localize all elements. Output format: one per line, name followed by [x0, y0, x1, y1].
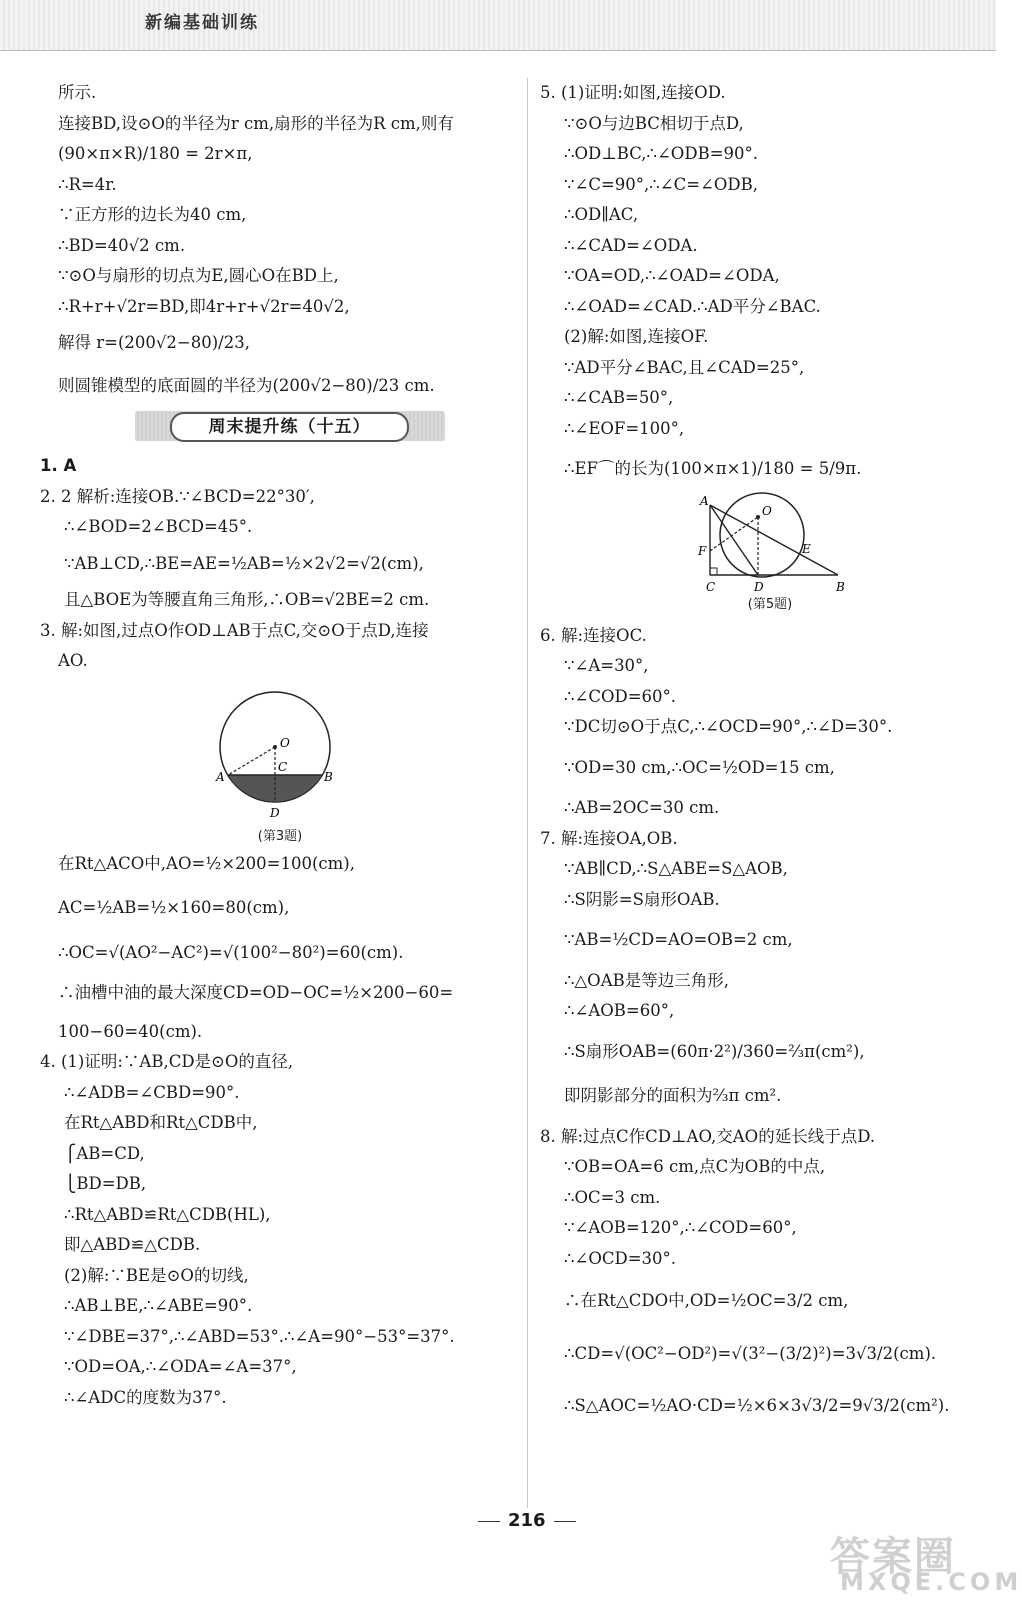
fig3-label: A: [216, 769, 225, 784]
text-line: ∴∠AOB=60°,: [564, 1001, 675, 1020]
text-line: ∴∠ADC的度数为37°.: [64, 1387, 227, 1407]
text-line: (90×π×R)/180 = 2r×π,: [58, 144, 253, 163]
text-line: ∴∠OAD=∠CAD.∴AD平分∠BAC.: [564, 296, 821, 316]
page-number-text: 216: [508, 1510, 546, 1531]
text-line: ∴S阴影=S扇形OAB.: [564, 889, 720, 909]
fig3-label: C: [278, 759, 288, 774]
fig3-label: D: [270, 805, 280, 820]
text-line: AC=½AB=½×160=80(cm),: [58, 898, 290, 917]
text-line: 4. (1)证明:∵AB,CD是⊙O的直径,: [40, 1052, 294, 1071]
text-line: ∴在Rt△CDO中,OD=½OC=3/2 cm,: [564, 1291, 849, 1310]
text-line: ∵OB=OA=6 cm,点C为OB的中点,: [564, 1157, 826, 1176]
text-line: ∵AB⊥CD,∴BE=AE=½AB=½×2√2=√2(cm),: [64, 553, 424, 573]
text-line: ⎧AB=CD,: [64, 1143, 145, 1163]
column-divider: [527, 78, 528, 1508]
text-line: ∵∠C=90°,∴∠C=∠ODB,: [564, 174, 758, 194]
figure-3: [210, 677, 350, 844]
header-strip: [0, 0, 996, 50]
text-line: ∵∠DBE=37°,∴∠ABD=53°.∴∠A=90°−53°=37°.: [64, 1326, 455, 1346]
fig5-label: B: [836, 579, 845, 594]
text-line: ∴S扇形OAB=(60π·2²)/360=⅔π(cm²),: [564, 1041, 865, 1061]
fig5-label: D: [754, 579, 764, 594]
text-line: ∴EF⌒的长为(100×π×1)/180 = 5/9π.: [564, 459, 862, 478]
header-rule: [0, 50, 996, 51]
text-line: 3. 解:如图,过点O作OD⊥AB于点C,交⊙O于点D,连接: [40, 620, 429, 640]
text-line: ∵⊙O与扇形的切点为E,圆心O在BD上,: [58, 266, 339, 285]
text-line: ∵正方形的边长为40 cm,: [58, 205, 247, 224]
text-line: ∴∠COD=60°.: [564, 686, 677, 706]
fig5-label: C: [706, 579, 716, 594]
text-line: ∵OA=OD,∴∠OAD=∠ODA,: [564, 266, 780, 285]
watermark-logo: 答案圈: [830, 1534, 956, 1580]
text-line: ∵∠A=30°,: [564, 656, 649, 675]
text-line: ∴∠BOD=2∠BCD=45°.: [64, 517, 253, 536]
text-line: ∴AB=2OC=30 cm.: [564, 798, 720, 817]
text-line: ∴AB⊥BE,∴∠ABE=90°.: [64, 1296, 253, 1315]
figure-5: [690, 495, 850, 615]
text-line: ∴CD=√(OC²−OD²)=√(3²−(3/2)²)=3√3/2(cm).: [564, 1343, 937, 1363]
text-line: ∵AB∥CD,∴S△ABE=S△AOB,: [564, 859, 788, 878]
fig5-label: A: [700, 493, 709, 508]
figure-3-diagram: [210, 677, 350, 827]
text-line: ∵AD平分∠BAC,且∠CAD=25°,: [564, 357, 805, 377]
text-line: ∵DC切⊙O于点C,∴∠OCD=90°,∴∠D=30°.: [564, 717, 893, 736]
page-number-dash: [478, 1521, 500, 1522]
text-line: ∵OD=OA,∴∠ODA=∠A=37°,: [64, 1357, 297, 1376]
text-line: 即△ABD≌△CDB.: [64, 1235, 201, 1254]
text-line: 在Rt△ACO中,AO=½×200=100(cm),: [58, 853, 355, 873]
page-number: [470, 1510, 584, 1531]
text-line: ∵⊙O与边BC相切于点D,: [564, 113, 744, 133]
text-line: ∴OC=√(AO²−AC²)=√(100²−80²)=60(cm).: [58, 942, 404, 962]
left-column: [40, 78, 510, 1413]
text-line: 解得 r=(200√2−80)/23,: [58, 333, 250, 352]
text-line: 2. 2 解析:连接OB.∵∠BCD=22°30′,: [40, 486, 315, 506]
fig3-label: B: [324, 769, 333, 784]
text-line: 6. 解:连接OC.: [540, 625, 647, 645]
text-line: 即阴影部分的面积为⅔π cm².: [564, 1086, 782, 1105]
figure-3-caption: (第3题): [257, 828, 303, 844]
text-line: 5. (1)证明:如图,连接OD.: [540, 83, 726, 102]
text-line: ∴OC=3 cm.: [564, 1187, 661, 1207]
text-line: ∴BD=40√2 cm.: [58, 235, 186, 255]
section-title: 周末提升练（十五）: [170, 412, 409, 442]
text-line: ∴△OAB是等边三角形,: [564, 970, 729, 990]
text-line: 连接BD,设⊙O的半径为r cm,扇形的半径为R cm,则有: [58, 113, 454, 133]
fig3-label: O: [280, 735, 290, 750]
text-line: ∴OD∥AC,: [564, 205, 639, 224]
text-line: 100−60=40(cm).: [58, 1021, 203, 1041]
right-column: [540, 78, 980, 1422]
text-line: ∵AB=½CD=AO=OB=2 cm,: [564, 930, 793, 949]
section-banner: [135, 411, 445, 441]
text-line: ∵OD=30 cm,∴OC=½OD=15 cm,: [564, 757, 835, 777]
text-line: 则圆锥模型的底面圆的半径为(200√2−80)/23 cm.: [58, 375, 435, 395]
fig5-label: F: [698, 543, 707, 558]
text-line: ∴∠CAB=50°,: [564, 388, 674, 407]
text-line: ∴油槽中油的最大深度CD=OD−OC=½×200−60=: [58, 983, 454, 1002]
text-line: ∴R+r+√2r=BD,即4r+r+√2r=40√2,: [58, 296, 350, 316]
text-line: ∴OD⊥BC,∴∠ODB=90°.: [564, 144, 759, 163]
text-line: (2)解:如图,连接OF.: [564, 327, 709, 346]
text-line: ⎩BD=DB,: [64, 1174, 147, 1193]
text-line: ∴∠OCD=30°.: [564, 1248, 677, 1268]
text-line: ∴R=4r.: [58, 174, 117, 194]
text-line: ∴S△AOC=½AO·CD=½×6×3√3/2=9√3/2(cm²).: [564, 1396, 950, 1415]
fig5-label: O: [762, 503, 772, 518]
answer-1: 1. A: [40, 456, 77, 475]
watermark-url: MXQE.COM: [840, 1568, 1022, 1596]
text-line: ∴∠ADB=∠CBD=90°.: [64, 1082, 240, 1102]
figure-5-diagram: [690, 495, 850, 595]
figure-5-caption: (第5题): [747, 596, 793, 612]
text-line: ∴∠EOF=100°,: [564, 418, 685, 438]
text-line: ∵∠AOB=120°,∴∠COD=60°,: [564, 1218, 797, 1237]
text-line: 所示.: [58, 83, 97, 102]
text-line: ∴∠CAD=∠ODA.: [564, 235, 698, 255]
text-line: 7. 解:连接OA,OB.: [540, 828, 678, 848]
header-title: 新编基础训练: [145, 13, 259, 33]
text-line: (2)解:∵BE是⊙O的切线,: [64, 1265, 249, 1285]
text-line: 8. 解:过点C作CD⊥AO,交AO的延长线于点D.: [540, 1126, 876, 1146]
fig5-label: E: [802, 541, 811, 556]
text-line: AO.: [58, 651, 88, 670]
text-line: ∴Rt△ABD≌Rt△CDB(HL),: [64, 1204, 271, 1224]
page-number-dash: [554, 1521, 576, 1522]
text-line: 在Rt△ABD和Rt△CDB中,: [64, 1113, 258, 1132]
text-line: 且△BOE为等腰直角三角形,∴OB=√2BE=2 cm.: [64, 590, 430, 609]
